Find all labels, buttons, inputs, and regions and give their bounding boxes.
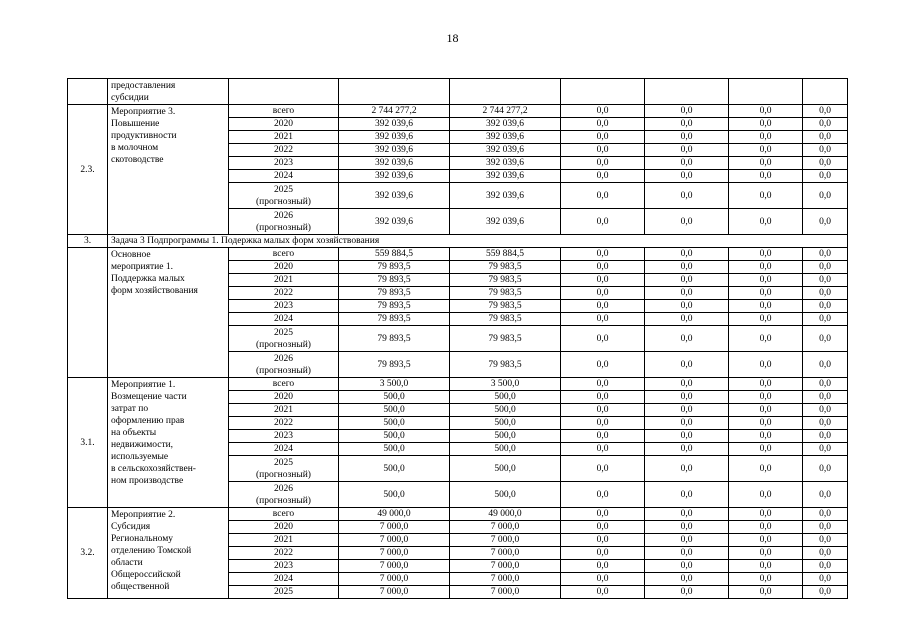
value-cell: 0,0 — [645, 521, 729, 534]
value-cell: 79 893,5 — [339, 274, 450, 287]
value-cell: 79 893,5 — [339, 287, 450, 300]
row-number-cell — [68, 248, 108, 378]
value-cell: 0,0 — [729, 183, 803, 209]
year-cell: 2021 — [229, 131, 339, 144]
value-cell: 0,0 — [729, 274, 803, 287]
value-cell: 392 039,6 — [339, 144, 450, 157]
value-cell: 49 000,0 — [339, 508, 450, 521]
value-cell: 0,0 — [645, 404, 729, 417]
value-cell: 0,0 — [729, 508, 803, 521]
value-cell: 0,0 — [729, 131, 803, 144]
value-cell: 79 893,5 — [339, 300, 450, 313]
value-cell: 49 000,0 — [450, 508, 561, 521]
year-cell: 2024 — [229, 573, 339, 586]
value-cell: 500,0 — [450, 482, 561, 508]
value-cell: 7 000,0 — [339, 586, 450, 599]
value-cell: 0,0 — [803, 352, 848, 378]
value-cell: 392 039,6 — [450, 170, 561, 183]
budget-table-body — [68, 79, 848, 599]
value-cell: 0,0 — [645, 118, 729, 131]
value-cell: 0,0 — [645, 547, 729, 560]
value-cell: 0,0 — [645, 456, 729, 482]
value-cell: 0,0 — [645, 534, 729, 547]
value-cell: 0,0 — [729, 326, 803, 352]
value-cell: 0,0 — [803, 157, 848, 170]
year-cell: 2023 — [229, 430, 339, 443]
value-cell: 0,0 — [645, 144, 729, 157]
table-row — [68, 508, 848, 521]
year-cell: 2024 — [229, 170, 339, 183]
value-cell: 0,0 — [561, 248, 645, 261]
value-cell: 79 983,5 — [450, 274, 561, 287]
year-cell: 2026 (прогнозный) — [229, 482, 339, 508]
value-cell: 0,0 — [561, 404, 645, 417]
task-number-cell: 3. — [68, 235, 108, 248]
value-cell: 392 039,6 — [450, 131, 561, 144]
year-cell: всего — [229, 508, 339, 521]
value-cell: 500,0 — [450, 430, 561, 443]
value-cell: 0,0 — [729, 352, 803, 378]
value-cell: 0,0 — [645, 209, 729, 235]
value-cell: 0,0 — [561, 300, 645, 313]
row-number-cell — [68, 79, 108, 105]
year-cell: 2022 — [229, 417, 339, 430]
value-cell: 7 000,0 — [450, 586, 561, 599]
value-cell: 0,0 — [561, 287, 645, 300]
year-cell: 2020 — [229, 391, 339, 404]
value-cell: 392 039,6 — [339, 118, 450, 131]
value-cell: 0,0 — [729, 261, 803, 274]
value-cell: 0,0 — [645, 261, 729, 274]
value-cell: 0,0 — [803, 300, 848, 313]
value-cell: 0,0 — [729, 521, 803, 534]
year-cell: 2025 (прогнозный) — [229, 326, 339, 352]
value-cell: 0,0 — [645, 443, 729, 456]
value-cell: 0,0 — [729, 118, 803, 131]
value-cell: 392 039,6 — [450, 209, 561, 235]
value-cell: 0,0 — [729, 430, 803, 443]
year-cell: 2020 — [229, 521, 339, 534]
value-cell: 500,0 — [450, 456, 561, 482]
page-number: 18 — [446, 31, 459, 45]
value-cell: 0,0 — [561, 417, 645, 430]
value-cell: 79 983,5 — [450, 326, 561, 352]
value-cell: 500,0 — [339, 404, 450, 417]
value-cell: 0,0 — [803, 560, 848, 573]
value-cell: 0,0 — [645, 430, 729, 443]
value-cell: 0,0 — [645, 131, 729, 144]
year-cell: всего — [229, 248, 339, 261]
value-cell: 7 000,0 — [450, 534, 561, 547]
value-cell: 392 039,6 — [450, 144, 561, 157]
value-cell: 0,0 — [561, 144, 645, 157]
value-cell: 0,0 — [729, 560, 803, 573]
year-cell: 2025 (прогнозный) — [229, 456, 339, 482]
value-cell: 0,0 — [561, 456, 645, 482]
value-cell: 0,0 — [561, 534, 645, 547]
value-cell: 0,0 — [803, 391, 848, 404]
value-cell: 0,0 — [561, 586, 645, 599]
value-cell: 0,0 — [729, 209, 803, 235]
value-cell: 0,0 — [803, 261, 848, 274]
value-cell: 7 000,0 — [339, 534, 450, 547]
value-cell: 0,0 — [803, 547, 848, 560]
value-cell: 79 983,5 — [450, 313, 561, 326]
value-cell: 0,0 — [645, 183, 729, 209]
value-cell: 0,0 — [561, 326, 645, 352]
year-cell: 2023 — [229, 300, 339, 313]
value-cell: 0,0 — [729, 170, 803, 183]
value-cell: 7 000,0 — [450, 560, 561, 573]
value-cell: 0,0 — [561, 508, 645, 521]
value-cell: 0,0 — [645, 573, 729, 586]
value-cell: 0,0 — [645, 378, 729, 391]
budget-table — [67, 78, 848, 599]
value-cell: 0,0 — [561, 274, 645, 287]
row-name-cell: Мероприятие 1. Возмещение части затрат по оформлению прав на объекты недвижимости, используемые в сельскохозяйствен- ном производстве — [108, 378, 229, 508]
value-cell: 0,0 — [645, 352, 729, 378]
value-cell: 0,0 — [803, 326, 848, 352]
year-cell: 2025 (прогнозный) — [229, 183, 339, 209]
value-cell: 7 000,0 — [339, 560, 450, 573]
empty-cell — [450, 79, 561, 105]
value-cell: 500,0 — [339, 430, 450, 443]
value-cell: 0,0 — [645, 157, 729, 170]
value-cell: 0,0 — [729, 482, 803, 508]
value-cell: 7 000,0 — [450, 547, 561, 560]
year-cell: 2022 — [229, 287, 339, 300]
row-number-cell: 3.2. — [68, 508, 108, 599]
empty-cell — [229, 79, 339, 105]
value-cell: 0,0 — [803, 508, 848, 521]
value-cell: 0,0 — [803, 313, 848, 326]
value-cell: 0,0 — [561, 261, 645, 274]
row-name-cell: Мероприятие 2. Субсидия Региональному отделению Томской области Общероссийской общественной — [108, 508, 229, 599]
value-cell: 500,0 — [450, 391, 561, 404]
budget-table-sheet — [67, 78, 847, 599]
value-cell: 0,0 — [803, 430, 848, 443]
value-cell: 79 983,5 — [450, 287, 561, 300]
year-cell: 2025 — [229, 586, 339, 599]
value-cell: 0,0 — [803, 287, 848, 300]
value-cell: 392 039,6 — [339, 183, 450, 209]
value-cell: 0,0 — [803, 248, 848, 261]
value-cell: 0,0 — [561, 482, 645, 508]
year-cell: 2023 — [229, 157, 339, 170]
value-cell: 0,0 — [729, 105, 803, 118]
value-cell: 7 000,0 — [450, 573, 561, 586]
value-cell: 79 983,5 — [450, 300, 561, 313]
empty-cell — [803, 79, 848, 105]
value-cell: 0,0 — [561, 170, 645, 183]
year-cell: 2026 (прогнозный) — [229, 209, 339, 235]
value-cell: 0,0 — [729, 313, 803, 326]
value-cell: 0,0 — [645, 417, 729, 430]
value-cell: 0,0 — [803, 456, 848, 482]
value-cell: 0,0 — [645, 274, 729, 287]
value-cell: 0,0 — [645, 300, 729, 313]
value-cell: 0,0 — [803, 118, 848, 131]
value-cell: 0,0 — [729, 404, 803, 417]
value-cell: 0,0 — [561, 378, 645, 391]
value-cell: 392 039,6 — [339, 209, 450, 235]
value-cell: 0,0 — [803, 378, 848, 391]
value-cell: 0,0 — [645, 170, 729, 183]
value-cell: 0,0 — [561, 105, 645, 118]
table-row — [68, 105, 848, 118]
value-cell: 392 039,6 — [450, 118, 561, 131]
row-number-cell: 3.1. — [68, 378, 108, 508]
value-cell: 0,0 — [561, 443, 645, 456]
value-cell: 0,0 — [561, 391, 645, 404]
value-cell: 0,0 — [803, 170, 848, 183]
value-cell: 0,0 — [645, 508, 729, 521]
value-cell: 392 039,6 — [450, 157, 561, 170]
value-cell: 500,0 — [450, 404, 561, 417]
value-cell: 0,0 — [803, 573, 848, 586]
empty-cell — [729, 79, 803, 105]
value-cell: 0,0 — [645, 482, 729, 508]
value-cell: 500,0 — [450, 417, 561, 430]
year-cell: 2026 (прогнозный) — [229, 352, 339, 378]
value-cell: 392 039,6 — [339, 131, 450, 144]
task-row — [68, 235, 848, 248]
value-cell: 0,0 — [803, 534, 848, 547]
value-cell: 0,0 — [645, 287, 729, 300]
value-cell: 7 000,0 — [339, 521, 450, 534]
value-cell: 0,0 — [803, 274, 848, 287]
value-cell: 0,0 — [729, 157, 803, 170]
value-cell: 0,0 — [645, 313, 729, 326]
value-cell: 500,0 — [339, 391, 450, 404]
value-cell: 500,0 — [339, 456, 450, 482]
value-cell: 0,0 — [729, 547, 803, 560]
value-cell: 0,0 — [561, 209, 645, 235]
value-cell: 0,0 — [729, 534, 803, 547]
value-cell: 559 884,5 — [339, 248, 450, 261]
value-cell: 3 500,0 — [450, 378, 561, 391]
value-cell: 500,0 — [339, 443, 450, 456]
year-cell: 2022 — [229, 144, 339, 157]
value-cell: 7 000,0 — [339, 547, 450, 560]
year-cell: всего — [229, 378, 339, 391]
row-name-cell: Мероприятие 3. Повышение продуктивности в молочном скотоводстве — [108, 105, 229, 235]
value-cell: 0,0 — [729, 300, 803, 313]
table-row — [68, 248, 848, 261]
empty-cell — [339, 79, 450, 105]
value-cell: 79 893,5 — [339, 313, 450, 326]
row-name-cell: предоставления субсидии — [108, 79, 229, 105]
value-cell: 0,0 — [561, 118, 645, 131]
year-cell: 2021 — [229, 274, 339, 287]
table-row — [68, 378, 848, 391]
value-cell: 0,0 — [561, 430, 645, 443]
row-name-cell: Основное мероприятие 1. Поддержка малых форм хозяйствования — [108, 248, 229, 378]
value-cell: 0,0 — [729, 456, 803, 482]
value-cell: 0,0 — [729, 378, 803, 391]
year-cell: 2023 — [229, 560, 339, 573]
year-cell: 2020 — [229, 118, 339, 131]
value-cell: 0,0 — [803, 482, 848, 508]
value-cell: 79 983,5 — [450, 261, 561, 274]
year-cell: 2024 — [229, 313, 339, 326]
value-cell: 0,0 — [803, 183, 848, 209]
value-cell: 0,0 — [803, 144, 848, 157]
value-cell: 7 000,0 — [339, 573, 450, 586]
value-cell: 0,0 — [729, 586, 803, 599]
value-cell: 0,0 — [803, 131, 848, 144]
value-cell: 0,0 — [561, 573, 645, 586]
row-number-cell: 2.3. — [68, 105, 108, 235]
year-cell: всего — [229, 105, 339, 118]
value-cell: 0,0 — [729, 573, 803, 586]
empty-cell — [645, 79, 729, 105]
value-cell: 79 983,5 — [450, 352, 561, 378]
year-cell: 2020 — [229, 261, 339, 274]
value-cell: 79 893,5 — [339, 352, 450, 378]
value-cell: 0,0 — [561, 560, 645, 573]
value-cell: 0,0 — [561, 157, 645, 170]
value-cell: 0,0 — [803, 209, 848, 235]
value-cell: 392 039,6 — [339, 170, 450, 183]
value-cell: 0,0 — [729, 144, 803, 157]
value-cell: 0,0 — [729, 287, 803, 300]
value-cell: 0,0 — [645, 248, 729, 261]
value-cell: 79 893,5 — [339, 261, 450, 274]
value-cell: 0,0 — [645, 326, 729, 352]
value-cell: 0,0 — [803, 105, 848, 118]
value-cell: 0,0 — [729, 417, 803, 430]
value-cell: 0,0 — [561, 352, 645, 378]
value-cell: 500,0 — [450, 443, 561, 456]
value-cell: 500,0 — [339, 417, 450, 430]
value-cell: 0,0 — [645, 391, 729, 404]
value-cell: 500,0 — [339, 482, 450, 508]
value-cell: 0,0 — [729, 443, 803, 456]
value-cell: 0,0 — [803, 586, 848, 599]
value-cell: 559 884,5 — [450, 248, 561, 261]
value-cell: 0,0 — [803, 404, 848, 417]
value-cell: 7 000,0 — [450, 521, 561, 534]
value-cell: 2 744 277,2 — [450, 105, 561, 118]
value-cell: 0,0 — [803, 443, 848, 456]
value-cell: 0,0 — [645, 105, 729, 118]
value-cell: 0,0 — [729, 248, 803, 261]
value-cell: 0,0 — [561, 547, 645, 560]
value-cell: 0,0 — [729, 391, 803, 404]
year-cell: 2022 — [229, 547, 339, 560]
value-cell: 0,0 — [561, 131, 645, 144]
value-cell: 0,0 — [561, 183, 645, 209]
year-cell: 2021 — [229, 404, 339, 417]
value-cell: 0,0 — [803, 417, 848, 430]
value-cell: 79 893,5 — [339, 326, 450, 352]
value-cell: 0,0 — [561, 313, 645, 326]
value-cell: 392 039,6 — [450, 183, 561, 209]
value-cell: 0,0 — [645, 560, 729, 573]
year-cell: 2024 — [229, 443, 339, 456]
empty-cell — [561, 79, 645, 105]
value-cell: 0,0 — [645, 586, 729, 599]
value-cell: 3 500,0 — [339, 378, 450, 391]
value-cell: 2 744 277,2 — [339, 105, 450, 118]
value-cell: 0,0 — [803, 521, 848, 534]
task-title-cell: Задача 3 Подпрограммы 1. Подержка малых форм хозяйствования — [108, 235, 848, 248]
value-cell: 392 039,6 — [339, 157, 450, 170]
table-row — [68, 79, 848, 105]
year-cell: 2021 — [229, 534, 339, 547]
value-cell: 0,0 — [561, 521, 645, 534]
